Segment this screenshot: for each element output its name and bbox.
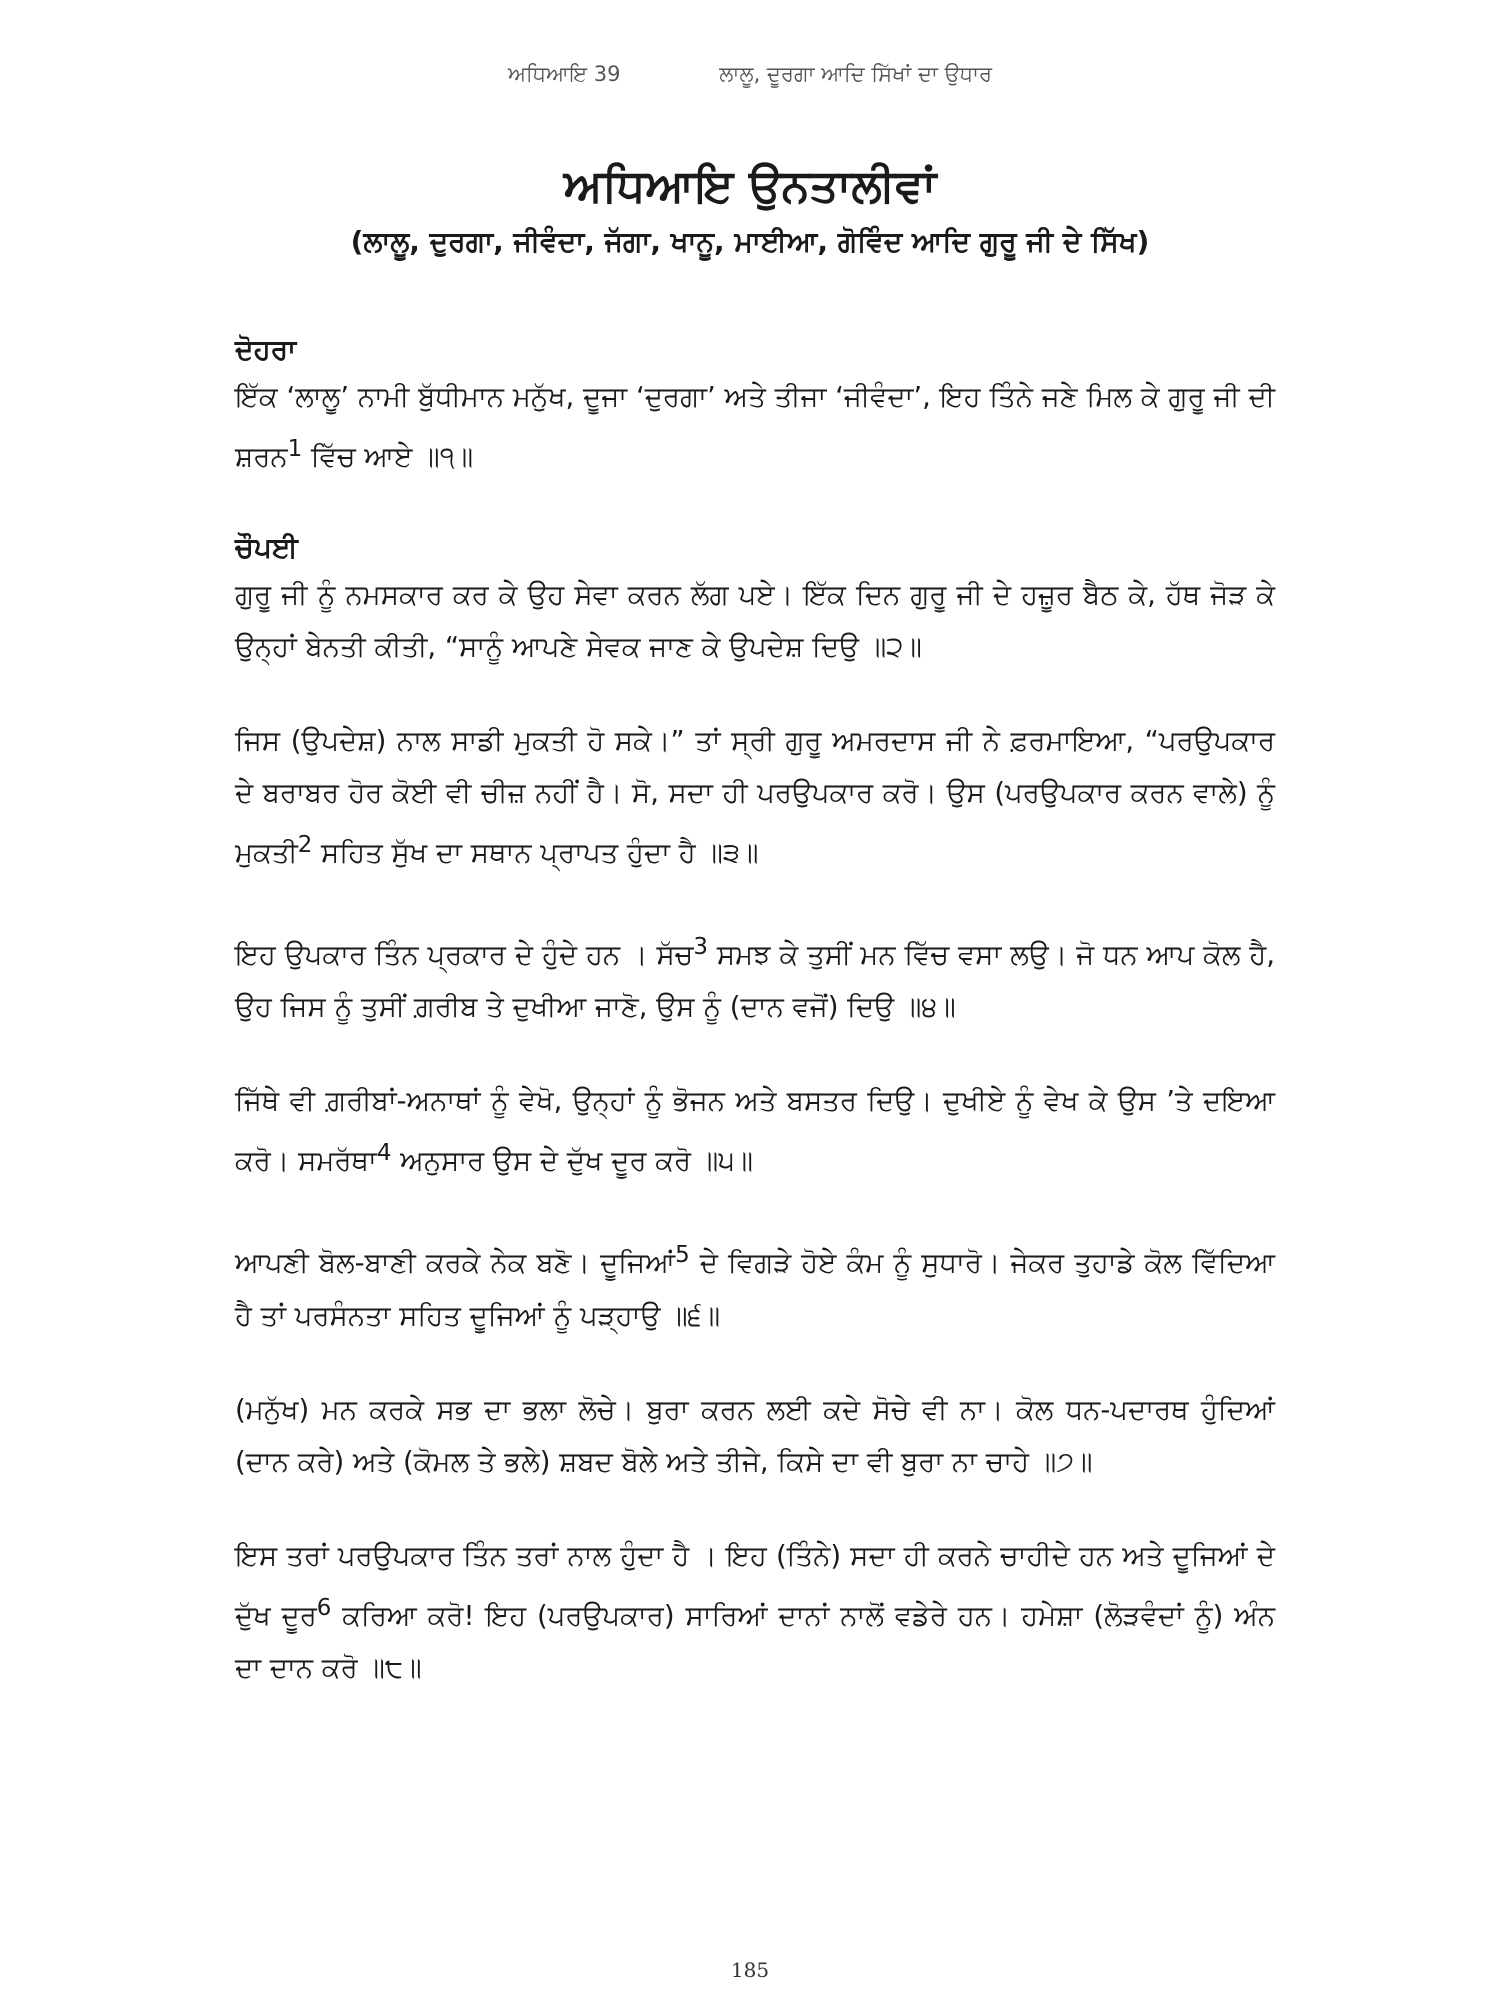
verse-text: ਇਸ ਤਰਾਂ ਪਰਉਪਕਾਰ ਤਿੰਨ ਤਰਾਂ ਨਾਲ ਹੁੰਦਾ ਹੈ । ਇਹ (ਤਿੰਨੇ) ਸਦਾ ਹੀ ਕਰਨੇ ਚਾਹੀਦੇ ਹਨ ਅਤੇ ਦੂਜਿਆਂ ਦੇ ਦੁੱਖ ਦੂਰ: [235, 1539, 1275, 1632]
verse-paragraph-2: ਗੁਰੂ ਜੀ ਨੂੰ ਨਮਸਕਾਰ ਕਰ ਕੇ ਉਹ ਸੇਵਾ ਕਰਨ ਲੱਗ ਪਏ। ਇੱਕ ਦਿਨ ਗੁਰੂ ਜੀ ਦੇ ਹਜ਼ੂਰ ਬੈਠ ਕੇ, ਹੱਥ ਜੋੜ ਕੇ ਉਨ੍ਹਾਂ ਬੇਨਤੀ ਕੀਤੀ, “ਸਾਨੂੰ ਆਪਣੇ ਸੇਵਕ ਜਾਣ ਕੇ ਉਪਦੇਸ਼ ਦਿਉ ॥੨॥: [235, 578, 1275, 663]
header-chapter-label: ਅਧਿਆਇ 39: [507, 62, 621, 86]
footnote-marker: 6: [316, 1594, 332, 1621]
header-running-title: ਲਾਲੂ, ਦੂਰਗਾ ਆਦਿ ਸਿੱਖਾਂ ਦਾ ਉਧਾਰ: [719, 62, 993, 86]
footnote-marker: 3: [693, 934, 708, 961]
verse-paragraph-6: [235, 1229, 1275, 1341]
chapter-title: ਅਧਿਆਇ ਉਨਤਾਲੀਵਾਂ: [563, 159, 937, 212]
verse-paragraph-5: [235, 1075, 1275, 1187]
footnote-marker: 5: [675, 1242, 690, 1269]
verse-text: ਇਹ ਉਪਕਾਰ ਤਿੰਨ ਪ੍ਰਕਾਰ ਦੇ ਹੁੰਦੇ ਹਨ । ਸੱਚ: [235, 939, 694, 972]
section-label-chaupai: ਚੌਪਈ: [235, 530, 298, 564]
verse-text: ਇੱਕ ‘ਲਾਲੂ’ ਨਾਮੀ ਬੁੱਧੀਮਾਨ ਮਨੁੱਖ, ਦੂਜਾ ‘ਦੁਰਗਾ’ ਅਤੇ ਤੀਜਾ ‘ਜੀਵੰਦਾ’, ਇਹ ਤਿੰਨੇ ਜਣੇ ਮਿਲ ਕੇ ਗੁਰੂ ਜੀ ਦੀ ਸ਼ਰਨ: [235, 381, 1275, 474]
title-block: [0, 158, 1500, 261]
verse-text: ਸਹਿਤ ਸੁੱਖ ਦਾ ਸਥਾਨ ਪ੍ਰਾਪਤ ਹੁੰਦਾ ਹੈ ॥੩॥: [312, 837, 759, 870]
footnote-marker: 1: [287, 436, 303, 463]
page-body: [235, 328, 1275, 1736]
footnote-marker: 2: [297, 831, 313, 858]
verse-text: ਵਿੱਚ ਆਏ ॥੧॥: [302, 441, 474, 474]
verse-paragraph-3: [235, 715, 1275, 879]
verse-paragraph-7: (ਮਨੁੱਖ) ਮਨ ਕਰਕੇ ਸਭ ਦਾ ਭਲਾ ਲੋਚੇ। ਬੁਰਾ ਕਰਨ ਲਈ ਕਦੇ ਸੋਚੇ ਵੀ ਨਾ। ਕੋਲ ਧਨ-ਪਦਾਰਥ ਹੁੰਦਿਆਂ (ਦਾਨ ਕਰੇ) ਅਤੇ (ਕੋਮਲ ਤੇ ਭਲੇ) ਸ਼ਬਦ ਬੋਲੇ ਅਤੇ ਤੀਜੇ, ਕਿਸੇ ਦਾ ਵੀ ਬੁਰਾ ਨਾ ਚਾਹੇ ॥੭॥: [235, 1393, 1275, 1478]
page-number: 185: [730, 1958, 770, 1982]
verse-text: ਕਰਿਆ ਕਰੋ! ਇਹ (ਪਰਉਪਕਾਰ) ਸਾਰਿਆਂ ਦਾਨਾਂ ਨਾਲੋਂ ਵਡੇਰੇ ਹਨ। ਹਮੇਸ਼ਾ (ਲੋੜਵੰਦਾਂ ਨੂੰ) ਅੰਨ ਦਾ ਦਾਨ ਕਰੋ ॥੮॥: [235, 1599, 1276, 1684]
verse-text: ਜਿਸ (ਉਪਦੇਸ਼) ਨਾਲ ਸਾਡੀ ਮੁਕਤੀ ਹੋ ਸਕੇ।” ਤਾਂ ਸ੍ਰੀ ਗੁਰੂ ਅਮਰਦਾਸ ਜੀ ਨੇ ਫ਼ਰਮਾਇਆ, “ਪਰਉਪਕਾਰ ਦੇ ਬਰਾਬਰ ਹੋਰ ਕੋਈ ਵੀ ਚੀਜ਼ ਨਹੀਂ ਹੈ। ਸੋ, ਸਦਾ ਹੀ ਪਰਉਪਕਾਰ ਕਰੋ। ਉਸ (ਪਰਉਪਕਾਰ ਕਰਨ ਵਾਲੇ) ਨੂੰ ਮੁਕਤੀ: [235, 724, 1275, 870]
verse-paragraph-1: [235, 371, 1275, 483]
verse-paragraph-8: [235, 1530, 1275, 1694]
verse-text: ਅਨੁਸਾਰ ਉਸ ਦੇ ਦੁੱਖ ਦੂਰ ਕਰੋ ॥੫॥: [391, 1145, 754, 1178]
verse-text: ਸਮਝ ਕੇ ਤੁਸੀਂ ਮਨ ਵਿੱਚ ਵਸਾ ਲਉ। ਜੋ ਧਨ ਆਪ ਕੋਲ ਹੈ, ਉਹ ਜਿਸ ਨੂੰ ਤੁਸੀਂ ਗ਼ਰੀਬ ਤੇ ਦੁਖੀਆ ਜਾਣੋ, ਉਸ ਨੂੰ (ਦਾਨ ਵਜੋਂ) ਦਿਉ ॥੪॥: [235, 939, 1275, 1024]
chapter-subtitle: (ਲਾਲੂ, ਦੁਰਗਾ, ਜੀਵੰਦਾ, ਜੱਗਾ, ਖਾਨੂ, ਮਾਈਆ, ਗੋਵਿੰਦ ਆਦਿ ਗੁਰੂ ਜੀ ਦੇ ਸਿੱਖ): [350, 225, 1150, 259]
verse-text: ਦੇ ਵਿਗੜੇ ਹੋਏ ਕੰਮ ਨੂੰ ਸੁਧਾਰੋ। ਜੇਕਰ ਤੁਹਾਡੇ ਕੋਲ ਵਿੱਦਿਆ ਹੈ ਤਾਂ ਪਰਸੰਨਤਾ ਸਹਿਤ ਦੂਜਿਆਂ ਨੂੰ ਪੜ੍ਹਾਉ ॥੬॥: [235, 1247, 1276, 1332]
verse-paragraph-4: [235, 921, 1275, 1033]
verse-text: ਜਿੱਥੇ ਵੀ ਗ਼ਰੀਬਾਂ-ਅਨਾਥਾਂ ਨੂੰ ਵੇਖੋ, ਉਨ੍ਹਾਂ ਨੂੰ ਭੋਜਨ ਅਤੇ ਬਸਤਰ ਦਿਉ। ਦੁਖੀਏ ਨੂੰ ਵੇਖ ਕੇ ਉਸ ’ਤੇ ਦਇਆ ਕਰੋ। ਸਮਰੱਥਾ: [235, 1085, 1275, 1178]
running-header: [0, 62, 1500, 87]
footnote-marker: 4: [376, 1140, 392, 1167]
section-label-dohra: ਦੋਹਰਾ: [235, 333, 297, 366]
verse-text: ਆਪਣੀ ਬੋਲ-ਬਾਣੀ ਕਰਕੇ ਨੇਕ ਬਣੋ। ਦੂਜਿਆਂ: [235, 1247, 676, 1280]
